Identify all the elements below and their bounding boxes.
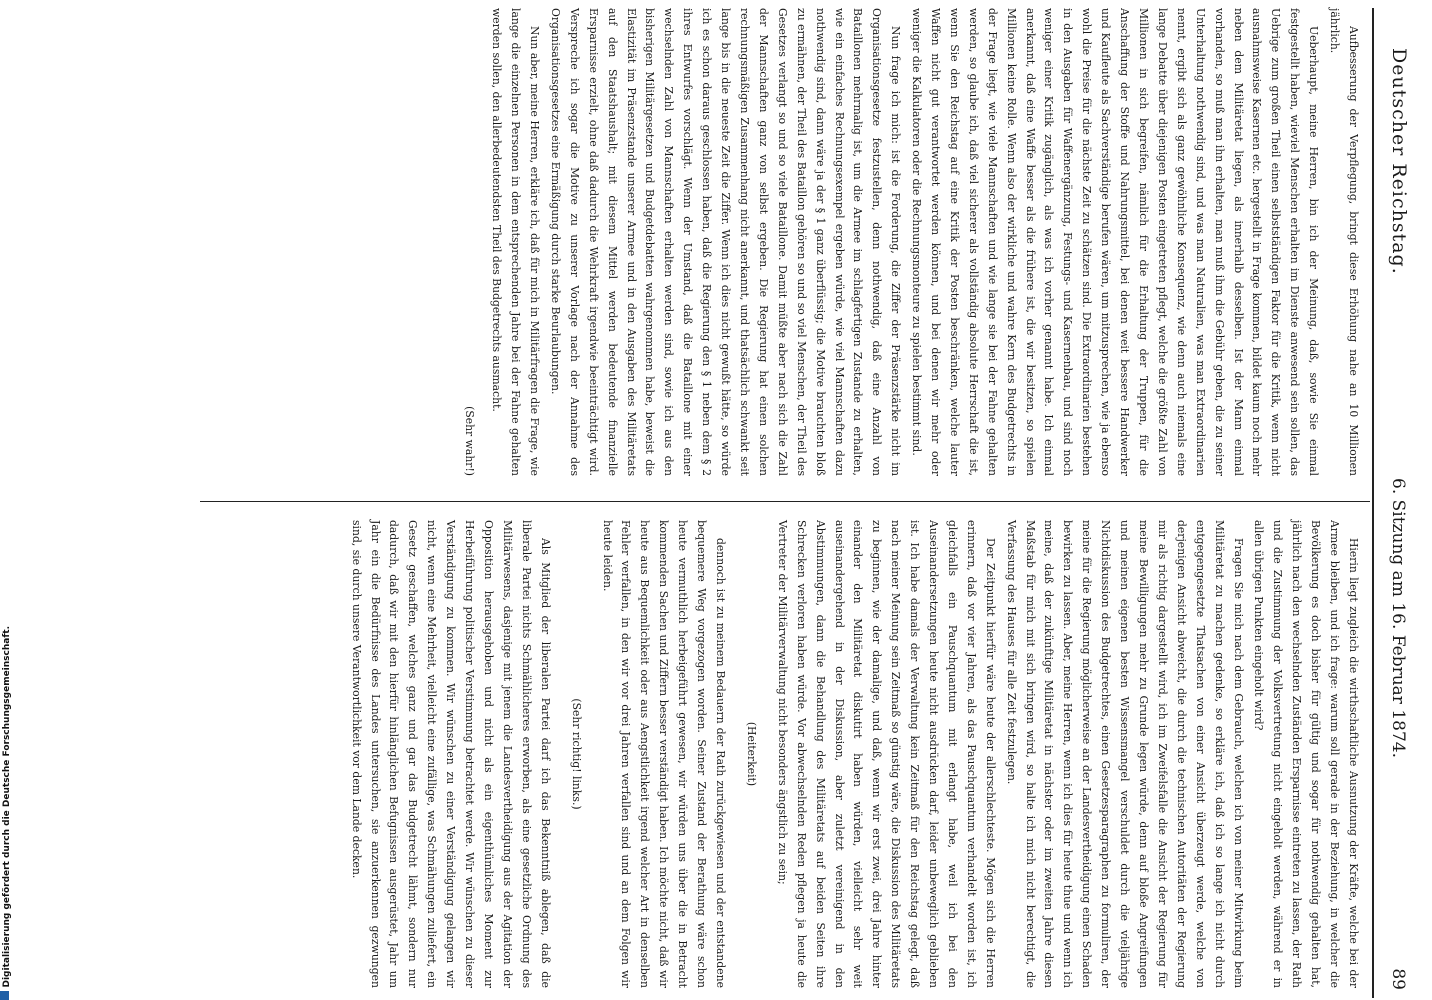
right-column [344,520,1362,988]
dfg-logo-icon [0,991,9,1000]
running-title: Deutscher Reichstag. [1388,48,1410,275]
paragraph: Nun aber, meine Herren, erkläre ich, daß für mich in Militärfragen die Frage, wie lange die einzelnen Personen in dem entsprechenden Jahre bei der Fahne gehalten werden sollen, den allerbedeutendsten Theil des Budgetrechts ausmacht. [490,8,542,476]
page-number: 89 [1388,968,1408,990]
page-header [1372,8,1420,998]
interjection: (Sehr wahr!) [463,406,477,476]
left-column [451,8,1362,476]
paragraph: Aufbesserung der Verpflegung, bringt diese Erhöhung nahe an 10 Millionen jährlich. [1328,8,1360,476]
paragraph: Als Mitglied der liberalen Partei darf ich das Bekenntniß ablegen, daß die liberale Partei nichts Schmählicheres erworben, als eine gesetzliche Ordnung des Militärwesens, dasjenige mit jenem die Landesvertheidigung aus der Agitation der Opposition herausgehoben und nicht als ein eigenthümliches Moment zur Herbeiführung politischer Verstimmung betrachtet werde. Wir wünschen zu dieser Verständigung zu kommen. Wir wünschen zu einer Verständigung gelangen wir nicht, wenn eine Mehrheit, vielleicht eine zufällige, was Schmähungen zuliefert, ein Gesetz geschaffen, welches ganz und gar das Budgetrecht lähmt, sondern nur dadurch, daß wir mit den hierfür hinlänglichen Befugnissen ausgerüstet, Jahr um Jahr ein die Bedürfnisse des Landes untersuchen, sie anzuerkennen gezwungen sind, sie durch unsere Verantwortlichkeit vor dem Lande decken. [349,520,552,988]
column-divider [200,501,1370,502]
paragraph: Ueberhaupt, meine Herren, bin ich der Meinung, daß, sowie Sie einmal festgestellt haben, wieviel Menschen erhalten im Dienste anwesend sein sollen, das Uebrige zum großen Theil einen selbstständigen Faktor für die Kritik, wenn nicht ausnahmsweise Kasernen etc. hergestellt in Frage kommen, bildet kaum noch mehr neben dem Militäretat liegen, als innerhalb desselben. Ist der Mann einmal vorhanden, so muß man ihn erhalten, man muß ihm die Gebühr geben, die zu seiner Unterhaltung nothwendig sind, und was man Naturalien, was man Extraordinarien nennt, ergibt sich als ganz gewöhnliche Konsequenz, wie denn auch niemals eine lange Debatte über diejenigen Posten eingetreten pflegt, welche die größte Zahl von Millionen in sich begreifen, nämlich für die Erhaltung der Truppen, für die Anschaffung der Stoffe und Nahrungsmittel, bei denen weit bessere Handwerker und Kaufleute als Sachverständige berufen wären, um mitzusprechen, wie ja ebenso wohl die Preise für die nächste Zeit zu schätzen sind. Die Extraordinarien bestehen in den Ausgaben für Waffenergänzung, Festungs- und Kasernenbau, und sind noch weniger einer Kritik zugänglich, als was ich vorher genannt habe. Ich einmal anerkannt, daß eine Waffe besser als die frühere ist, die wir besitzen, so spielen Millionen keine Rolle. Wenn also der wirkliche und wahre Kern des Budgetrechts in der Frage liegt, wie viele Mannschaften und wie lange sie bei der Fahne gehalten werden, so glaube ich, daß viel sicherer als vollständig absolute Herrschaft die ist, wenn Sie den Reichstag auf eine Kritik der Posten beschränken, welche lauter Waffen nicht gut verantwortet werden können, und bei denen wir mehr oder weniger die Kalkulatoren oder die Rechnungsmonteure zu spielen bestimmt sind. [910,8,1321,476]
paragraph: Hierin liegt zugleich die wirthschaftliche Ausnutzung der Kräfte, welche bei der Armee bleiben, und ich frage: warum soll gerade in der Beziehung, in welcher die Bevölkerung es doch bisher für gültig und sogar für nothwendig gehalten hat, jährlich nach den wechselnden Zuständen Ersparnisse eintreten zu lassen, der Rath und die Zustimmung der Volksvertretung nicht eingeholt werden, während er in allen übrigen Punkten eingeholt wird? [1252,520,1360,988]
paragraph: dennoch ist zu meinem Bedauern der Rath zurückgewiesen und der entstandene bequemere Weg vorgezogen worden. Seiner Zustand der Berathung wäre schon heute vermuthlich herbeigeführt gewesen, wir würden uns über die in Betracht kommenden Sachen und Ziffern besser verständigt haben. Ich möchte nicht, daß wir heute aus Bequemlichkeit oder aus Aengstlichkeit irgend welcher Art in denselben Fehler verfallen, in den wir vor drei Jahren verfallen sind und an dem Folgen wir heute leiden. [600,520,727,988]
paragraph: Der Zeitpunkt hierfür wäre heute der allerschlechteste. Mögen sich die Herren erinnern, daß vor vier Jahren, als das Pauschquantum verhandelt worden ist, ich gleichfalls ein Pauschquantum mit erlangt habe, weil ich bei den Auseinandersetzungen heute nicht ausdrücken darf, leider unbeweglich geblieben ist. Ich habe damals der Verwaltung kein Zeitmaß für den Reichstag gelegt, daß nach meiner Meinung sein Zeitmaß so günstig wäre, die Diskussion des Militäretats zu beginnen, wie der damalige, und daß, wenn wir erst zwei, drei Jahre hinter einander den Militäretat diskutirt haben würden, vielleicht sehr weit auseinandergehend in der Diskussion, aber zuletzt vereinigend in den Abstimmungen, dann die Behandlung des Militäretats auf beiden Seiten ihre Schrecken verloren haben würde. Vor abwechselnden Reden pflegen ja heute die Vertreter der Militärverwaltung nicht besonders ängstlich zu sein; [775,520,997,988]
interjection: (Sehr richtig! links.) [569,698,583,810]
rotated-page [50,8,1420,998]
interjection: (Heiterkeit) [744,721,758,787]
session-date: 6. Sitzung am 16. Februar 1874. [1388,478,1408,758]
paragraph: Nun frage ich mich: ist die Forderung, die Ziffer der Präsenzstärke nicht im Organisationsgesetze festzustellen, denn nothwendig, daß eine Anzahl von Bataillonen mehrmalig ist, um die Armee im schlagfertigen Zustande zu erhalten, wie ein einfaches Rechnungsexempel ergeben würde, wie viel Mannschaften dazu nothwendig sind, dann wäre ja der § 1 ganz überflüssig; die Motive brauchten bloß zu ermähnen, der Theil des Bataillon gehören so und so viel Menschen, der Theil des Gesetzes verlangt so und so viele Bataillone. Damit müßte aber nach sich die Zahl der Mannschaften ganz von selbst ergeben. Die Regierung hat einen solchen rechnungsmäßigen Zusammenhang nicht anerkannt, und thatsächlich schwankt seit lange bis in die neueste Zeit die Ziffer. Wenn ich dies nicht gewußt hätte, so würde ich es schon daraus geschlossen haben, daß die Regierung den § 1 neben dem § 2 ihres Entwurfes vorschlägt. Wenn der Umstand, daß die Bataillone mit einer wechselnden Zahl von Mannschaften erhalten werden sind, sowie ich aus den bisherigen Militärgesetzen und Budgetdebatten wahrgenommen habe, beweist die Elastizität im Präsenzstande unserer Armee und in den Ausgaben des Militäretats auf den Staatshaushalt; mit diesem Mittel werden bedeutende finanzielle Ersparnisse erzielt, ohne daß dadurch die Wehrkraft irgendwie beeinträchtigt wird. Verspreche ich sogar die Motive zu unserer Vorlage nach der Annahme des Organisationsgesetzes eine Ermäßigung durch starke Beurlaubungen. [548,8,903,476]
paragraph: Fragen Sie mich nach dem Gebrauch, welchen ich von meiner Mitwirkung beim Militäretat zu machen gedenke, so erkläre ich, daß ich so lange ich nicht durch entgegengesetzte Thatsachen von einer Ansicht überzeugt werde, welche von derjenigen Ansicht abweicht, die durch die technischen Autoritäten der Regierung mir als richtig dargestellt wird, ich im Zweifelsfalle die Ansicht der Regierung für meine Bewilligungen mehr zu Grunde legen würde, denn auf bloße Angreifungen und meinen eigenen besten Wissensmangel verschuldet durch die vieljährige Nichtdiskussion des Budgetrechtes, einen Gesetzesparagraphen zu formuliren, der meine für die Regierung möglicherweise an der Landesvertheidigung einen Schaden bewirken zu lassen. Aber, meine Herren, wenn ich dies für heute thue und wenn ich meine, daß der zukünftige Militäretat in nächster oder im zweiten Jahre diesen Maßstab für mich mit sich bringen wird, so halte ich mich nicht berechtigt, die Verfassung des Hauses für alle Zeit festzulegen. [1004,520,1245,988]
digitization-note: Digitalisierung gefördert durch die Deutsche Forschungsgemeinschaft. [2,626,12,988]
digitization-footer [0,0,12,1000]
